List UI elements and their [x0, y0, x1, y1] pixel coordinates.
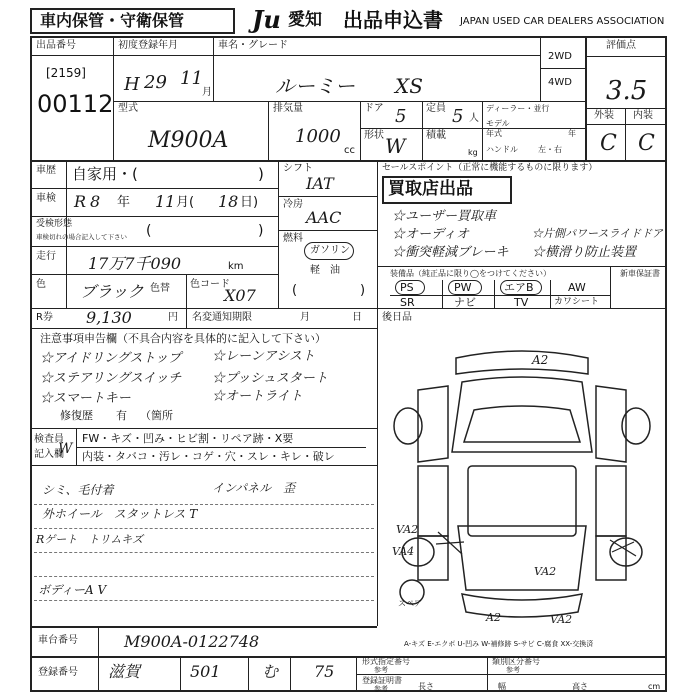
spare-label: スペア: [398, 599, 422, 608]
title-change-month: 月: [300, 312, 310, 323]
car-name-value: ルーミー: [275, 74, 355, 98]
doors-label: ドア: [364, 103, 384, 114]
equip-pw: PW: [454, 281, 472, 294]
color-code: X07: [224, 286, 256, 305]
org-name: 愛知: [288, 10, 322, 30]
capacity-label: 定員: [426, 103, 446, 114]
dealer-year: 年式: [486, 129, 502, 138]
plate-class: 501: [190, 662, 221, 681]
first-reg-year: 29: [144, 72, 167, 93]
sales-item-3: ☆片側パワースライドドア: [532, 227, 663, 240]
damage-mark-4: VA2: [534, 565, 557, 578]
remark-3: 外ホイール スタットレス T: [42, 507, 198, 521]
sales-item-1: ☆ユーザー買取車: [392, 209, 497, 224]
lot-code: [2159]: [46, 66, 86, 80]
first-reg-era: H: [124, 74, 140, 95]
equip-ps: PS: [400, 281, 414, 294]
cert-label-3: 登録証明書: [362, 676, 402, 685]
shift-value: IAT: [306, 174, 334, 193]
notes-label: 注意事項申告欄（不具合内容を具体的に記入して下さい）: [40, 332, 326, 345]
fuel-paren-close: ): [360, 283, 366, 298]
inspection-day: 18: [218, 192, 239, 211]
ju-logo: Ju: [252, 5, 281, 34]
dealer-label: ディーラー・並行: [486, 104, 550, 113]
model-value: M900A: [148, 128, 229, 153]
equip-aw: AW: [568, 281, 586, 294]
inspection-month-unit: 月(: [176, 195, 195, 210]
car-diagram: [378, 330, 666, 626]
cert-ref-1: 参考: [374, 666, 388, 674]
score-ext: C: [600, 131, 617, 156]
mileage-value: 17万7千090: [88, 254, 182, 273]
mileage-unit: km: [228, 261, 244, 272]
load-label: 積載: [426, 130, 446, 141]
inspection-year-unit: 年: [117, 195, 131, 210]
inspector-initial: W: [58, 441, 73, 457]
reception-paren-close: ): [258, 223, 264, 239]
equip-tv: TV: [514, 296, 529, 309]
history-close: ): [258, 165, 264, 183]
doors-value: 5: [395, 106, 407, 127]
lot-number: 00112: [37, 90, 114, 118]
dealer-model-year: モデル: [486, 119, 510, 128]
dealer-handle-val: 左・右: [538, 145, 562, 154]
history-value: 自家用・(: [72, 165, 138, 183]
fuel-diesel: 軽 油: [310, 265, 340, 276]
lot-label: 出品番号: [36, 40, 76, 51]
recycle-value: 9,130: [86, 308, 132, 327]
model-label: 型式: [118, 103, 138, 114]
cert-height: 高さ: [572, 682, 588, 691]
plate-number: 75: [314, 662, 335, 681]
fuel-paren-open: (: [292, 283, 298, 298]
damage-mark-6: VA2: [550, 613, 573, 626]
title-change-label: 名変通知期限: [192, 312, 252, 323]
title-change-day: 日: [352, 312, 362, 323]
storage-label: 車内保管・守衛保管: [40, 11, 185, 30]
dealer-handle: ハンドル: [486, 145, 518, 154]
capacity-value: 5: [452, 106, 464, 127]
equip-sr: SR: [400, 296, 415, 309]
repair-value: 有: [116, 409, 127, 422]
cert-label-2: 類別区分番号: [492, 657, 540, 666]
inspection-era: R: [74, 192, 87, 211]
equip-navi: ナビ: [454, 296, 476, 309]
reception-label: 受検形態: [36, 219, 73, 229]
reception-note: 車検切れの場合記入して下さい: [36, 233, 127, 241]
note-item-3: ☆ステアリングスイッチ: [40, 371, 182, 386]
damage-mark-5: A2: [486, 611, 501, 624]
ac-value: AAC: [306, 208, 342, 227]
first-reg-month: 11: [180, 68, 203, 89]
warranty-label: 新車保証書: [620, 269, 660, 278]
history-label: 車歴: [36, 165, 56, 176]
inspection-day-unit: 日): [240, 195, 259, 210]
cert-cm: cm: [648, 682, 661, 691]
rear-label: 後日品: [382, 312, 412, 323]
remark-5: ボディーA V: [38, 583, 107, 597]
first-reg-month-unit: 月: [202, 87, 212, 98]
check-row-1: FW・キズ・凹み・ヒビ割・リペア跡・X要: [82, 432, 294, 445]
note-item-5: ☆スマートキー: [40, 391, 131, 406]
equip-seat: カワシート: [554, 297, 600, 307]
score-label: 評価点: [606, 40, 636, 51]
repair-label: 修復歴: [60, 409, 93, 422]
color-code-label: 色コード: [190, 279, 230, 290]
fuel-label: 燃料: [283, 233, 303, 244]
sales-item-4: ☆衝突軽減ブレーキ: [392, 245, 509, 260]
note-item-1: ☆アイドリングストップ: [40, 351, 182, 366]
inspection-label: 車検: [36, 193, 56, 204]
plate-region: 滋賀: [108, 662, 141, 681]
mileage-label: 走行: [36, 251, 56, 262]
drive-4wd: 4WD: [548, 77, 572, 88]
note-item-6: ☆オートライト: [212, 389, 303, 404]
damage-legend: A-キズ E-エクボ U-凹み W-補修跡 S-サビ C-腐食 XX-交換済: [404, 640, 594, 648]
displacement-label: 排気量: [273, 103, 303, 114]
damage-mark-3: VA4: [392, 545, 415, 558]
recycle-unit: 円: [168, 312, 178, 323]
damage-mark-1: A2: [532, 353, 549, 367]
cert-width: 幅: [498, 682, 506, 691]
shape-value: W: [385, 134, 406, 158]
cert-ref-3: 参考: [374, 685, 388, 693]
load-unit: kg: [468, 148, 478, 157]
plate-kana: む: [262, 662, 279, 681]
equipment-label: 装備品（純正品に限り◯をつけてください）: [390, 269, 551, 278]
shift-label: シフト: [283, 163, 313, 174]
plate-label: 登録番号: [38, 667, 78, 678]
sales-item-5: ☆横滑り防止装置: [532, 245, 637, 260]
displacement-unit: cc: [344, 145, 355, 156]
score-value: 3.5: [606, 76, 648, 106]
chassis-value: M900A-0122748: [124, 632, 260, 651]
dealer-year-unit: 年: [568, 129, 576, 138]
score-int: C: [638, 131, 655, 156]
cert-label-1: 形式指定番号: [362, 657, 410, 666]
cert-length: 長さ: [418, 682, 434, 691]
shape-label: 形状: [364, 130, 384, 141]
car-name-label: 車名・グレード: [218, 40, 288, 51]
assoc-name: JAPAN USED CAR DEALERS ASSOCIATION: [460, 16, 665, 27]
inspection-month: 11: [155, 192, 176, 211]
color-change-label: 色替: [150, 283, 170, 294]
equip-airbag: エアB: [504, 281, 534, 294]
recycle-prefix: R券: [36, 312, 53, 323]
fuel-gasoline: ガソリン: [310, 245, 350, 256]
entry-label: 記入欄: [34, 449, 64, 460]
car-grade: XS: [395, 74, 423, 98]
note-item-2: ☆レーンアシスト: [212, 349, 315, 364]
drive-2wd: 2WD: [548, 51, 572, 62]
reception-paren-open: (: [146, 223, 152, 239]
note-item-4: ☆プッシュスタート: [212, 371, 328, 386]
damage-mark-2: VA2: [396, 523, 419, 536]
color-value: ブラック: [80, 282, 144, 301]
inspection-year: 8: [90, 192, 101, 211]
remark-2: インパネル 歪: [212, 481, 296, 495]
sales-item-2: ☆オーディオ: [392, 227, 469, 242]
chassis-label: 車台番号: [38, 635, 78, 646]
score-int-label: 内装: [633, 110, 653, 121]
repair-place: （箇所: [140, 409, 173, 422]
capacity-unit: 人: [469, 113, 479, 124]
remark-4: Rゲート トリムキズ: [36, 533, 144, 546]
cert-ref-2: 参考: [506, 666, 520, 674]
form-title: 出品申込書: [343, 8, 443, 32]
sales-headline: 買取店出品: [388, 179, 473, 199]
sales-points-label: セールスポイント（正常に機能するものに限ります）: [382, 163, 598, 173]
remark-1: シミ、毛付着: [42, 483, 114, 497]
displacement-value: 1000: [295, 126, 341, 147]
score-ext-label: 外装: [594, 110, 614, 121]
ac-label: 冷房: [283, 199, 303, 210]
color-label: 色: [36, 279, 46, 290]
inspector-label: 検査員: [34, 434, 64, 445]
check-row-2: 内装・タバコ・汚レ・コゲ・穴・スレ・キレ・破レ: [82, 450, 335, 463]
first-reg-label: 初度登録年月: [118, 40, 178, 51]
